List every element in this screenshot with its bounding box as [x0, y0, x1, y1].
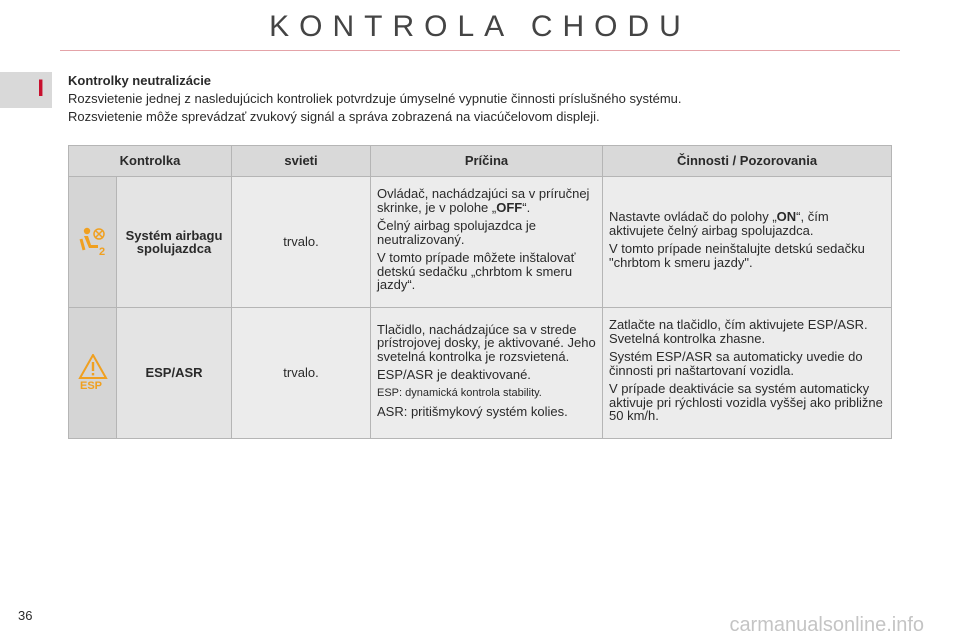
action-text: Zatlačte na tlačidlo, čím aktivujete ESP/ASR. Svetelná kontrolka zhasne.	[609, 317, 868, 346]
header-svieti: svieti	[232, 146, 371, 177]
header-kontrolka: Kontrolka	[69, 146, 232, 177]
light-name: ESP/ASR	[117, 308, 232, 439]
svg-text:ESP: ESP	[79, 379, 102, 390]
light-state: trvalo.	[232, 308, 371, 439]
cause-text: ESP: dynamická kontrola stability.	[377, 386, 542, 399]
action-text: Systém ESP/ASR sa automaticky uvedie do činnosti pri naštartovaní vozidla.	[609, 349, 863, 378]
section-tab-label: I	[37, 75, 44, 102]
header-cinnosti: Činnosti / Pozorovania	[603, 146, 892, 177]
table-row	[69, 177, 892, 308]
cause-cell	[371, 177, 603, 308]
light-state: trvalo.	[232, 177, 371, 308]
cause-keyword: OFF	[496, 199, 523, 215]
warning-lights-table	[68, 145, 892, 439]
section-tab	[0, 72, 52, 108]
cause-text: Čelný airbag spolujazdca je neutralizovaný.	[377, 218, 536, 247]
intro-section	[68, 72, 908, 126]
cause-text: ASR: pritišmykový systém kolies.	[377, 404, 568, 419]
cause-text: Tlačidlo, nachádzajúce sa v strede prístrojovej dosky, je aktivované. Jeho svetelná kontrolka je rozsvietená.	[377, 321, 596, 364]
cause-text: Ovládač, nachádzajúci sa v príručnej skrinke, je v polohe „	[377, 186, 590, 215]
action-text: V prípade deaktivácie sa systém automaticky aktivuje pri rýchlosti vozidla vyššej ako približne 50 km/h.	[609, 381, 883, 424]
action-text: Nastavte ovládač do polohy „	[609, 209, 777, 224]
action-cell	[603, 308, 892, 439]
title-divider	[60, 50, 900, 51]
header-pricina: Príčina	[371, 146, 603, 177]
watermark: carmanualsonline.info	[729, 614, 924, 636]
section-heading: Kontrolky neutralizácie	[68, 73, 212, 88]
icon-cell	[69, 177, 117, 308]
cause-text: V tomto prípade môžete inštalovať detskú sedačku „chrbtom k smeru jazdy“.	[377, 250, 576, 293]
action-text: V tomto prípade neinštalujte detskú sedačku "chrbtom k smeru jazdy".	[609, 241, 865, 270]
cause-text: “.	[522, 199, 531, 215]
table-header-row	[69, 146, 892, 177]
action-text: “, čím aktivujete čelný airbag spolujazdca.	[609, 209, 829, 238]
intro-line-1: Rozsvietenie jednej z nasledujúcich kontroliek potvrdzuje úmyselné vypnutie činnosti príslušného systému.	[68, 91, 682, 106]
svg-text:2: 2	[98, 245, 105, 256]
intro-line-2: Rozsvietenie môže sprevádzať zvukový signál a správa zobrazená na viacúčelovom displeji.	[68, 109, 600, 124]
page-title: KONTROLA CHODU	[269, 10, 691, 43]
icon-cell	[69, 308, 117, 439]
action-keyword: ON	[776, 209, 797, 224]
page-number: 36	[18, 608, 33, 623]
cause-text: ESP/ASR je deaktivované.	[377, 367, 531, 382]
table-row	[69, 308, 892, 439]
action-cell	[603, 177, 892, 308]
cause-cell	[371, 308, 603, 439]
airbag-off-icon	[78, 244, 108, 259]
light-name: Systém airbagu spolujazdca	[117, 177, 232, 308]
esp-warning-icon	[78, 378, 108, 393]
